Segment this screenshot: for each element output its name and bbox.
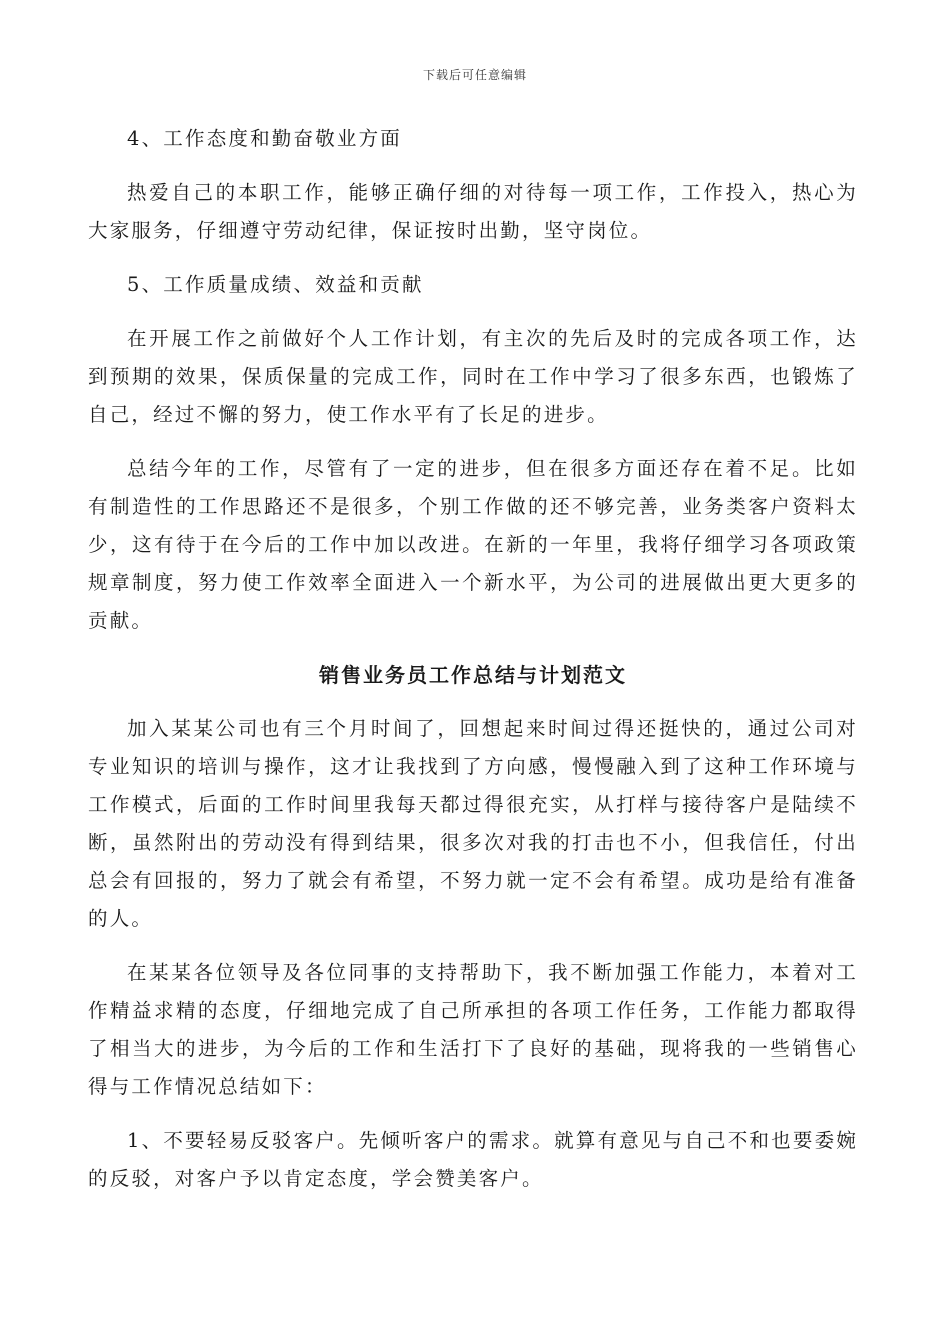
summary-paragraph: 总结今年的工作，尽管有了一定的进步，但在很多方面还存在着不足。比如有制造性的工作思路还不是很多，个别工作做的还不够完善，业务类客户资料太少，这有待于在今后的工作中加以改进。在新的一年里，我将仔细学习各项政策规章制度，努力使工作效率全面进入一个新水平，为公司的进展做出更大更多的贡献。 [88,457,858,632]
item-5-heading: 5、工作质量成绩、效益和贡献 [127,273,424,296]
item-4-heading: 4、工作态度和勤奋敬业方面 [127,127,403,150]
item-4-paragraph: 热爱自己的本职工作，能够正确仔细的对待每一项工作，工作投入，热心为大家服务，仔细遵守劳动纪律，保证按时出勤，坚守岗位。 [88,181,858,242]
intro-paragraph: 加入某某公司也有三个月时间了，回想起来时间过得还挺快的，通过公司对专业知识的培训与操作，这才让我找到了方向感，慢慢融入到了这种工作环境与工作模式，后面的工作时间里我每天都过得很充实，从打样与接待客户是陆续不断，虽然附出的劳动没有得到结果，很多次对我的打击也不小，但我信任，付出总会有回报的，努力了就会有希望，不努力就一定不会有希望。成功是给有准备的人。 [88,717,858,930]
support-paragraph: 在某某各位领导及各位同事的支持帮助下，我不断加强工作能力，本着对工作精益求精的态度，仔细地完成了自己所承担的各项工作任务，工作能力都取得了相当大的进步，为今后的工作和生活打下了良好的基础，现将我的一些销售心得与工作情况总结如下： [88,961,858,1098]
point-1-paragraph: 1、不要轻易反驳客户。先倾听客户的需求。就算有意见与自己不和也要委婉的反驳，对客户予以肯定态度，学会赞美客户。 [88,1129,858,1190]
document-body [88,120,858,1214]
page-header-note: 下载后可任意编辑 [422,68,527,82]
section-title: 销售业务员工作总结与计划范文 [319,663,627,687]
item-5-paragraph: 在开展工作之前做好个人工作计划，有主次的先后及时的完成各项工作，达到预期的效果，保质保量的完成工作，同时在工作中学习了很多东西，也锻炼了自己，经过不懈的努力，使工作水平有了长足的进步。 [88,327,858,426]
